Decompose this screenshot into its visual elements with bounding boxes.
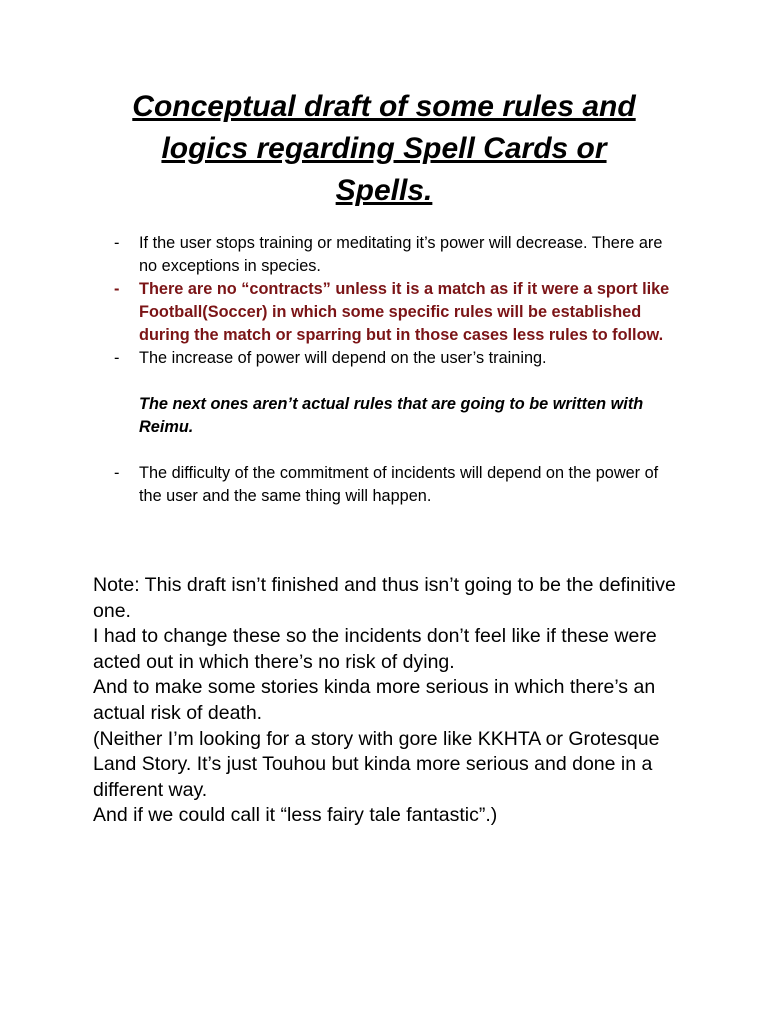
title-line: logics regarding Spell Cards or [161,132,607,165]
rule-item [114,347,674,370]
rule-text: The increase of power will depend on the user’s training. [139,349,547,367]
document-title [80,86,688,212]
note-line: (Neither I’m looking for a story with gore like KKHTA or Grotesque Land Story. It’s just Touhou but kinda more serious and done in a different way. [93,727,660,801]
rule-item [114,462,674,508]
rule-item-highlighted [114,278,674,347]
title-line: Conceptual draft of some rules and [132,90,636,123]
note-line: And if we could call it “less fairy tale fantastic”.) [93,804,498,827]
spacer [114,370,674,393]
spacer [114,439,674,462]
rule-text: There are no “contracts” unless it is a match as if it were a sport like Football(Soccer) in which some specific rules will be established during the match or sparring but in those cases less rules to follow. [139,280,670,344]
note-section [93,573,693,829]
title-line: Spells. [335,174,433,207]
bullet-dash: - [114,464,120,482]
note-line: I had to change these so the incidents don’t feel like if these were acted out in which there’s no risk of dying. [93,625,657,673]
rules-list [114,232,674,508]
note-line: Note: This draft isn’t finished and thus isn’t going to be the definitive one. [93,574,676,622]
bullet-dash: - [114,280,120,298]
rule-item [114,232,674,278]
bullet-dash: - [114,349,120,367]
bullet-dash: - [114,234,120,252]
rule-text: The difficulty of the commitment of incidents will depend on the power of the user and the same thing will happen. [139,464,659,505]
sub-note: The next ones aren’t actual rules that are going to be written with Reimu. [139,395,644,436]
rule-text: If the user stops training or meditating it’s power will decrease. There are no exceptions in species. [139,234,663,275]
note-line: And to make some stories kinda more serious in which there’s an actual risk of death. [93,676,656,724]
